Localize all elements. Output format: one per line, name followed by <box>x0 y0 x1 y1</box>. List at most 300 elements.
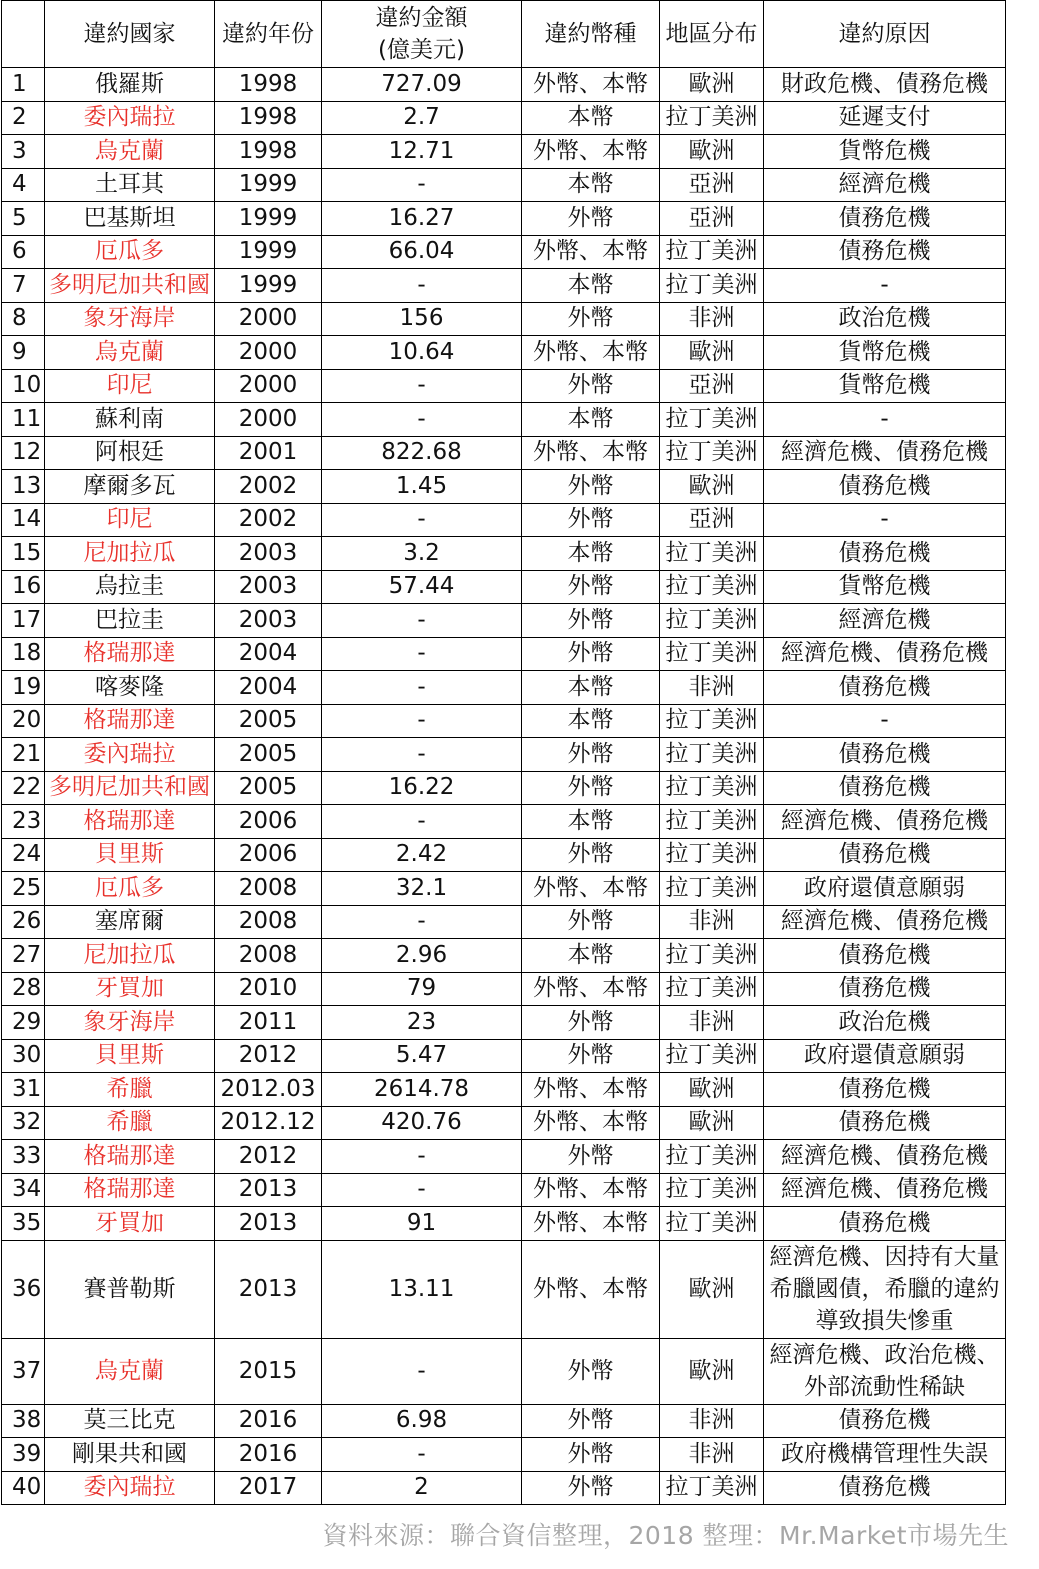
cell-region: 亞洲 <box>660 369 764 403</box>
cell-year: 2003 <box>215 537 322 571</box>
cell-currency: 外幣、本幣 <box>522 135 660 169</box>
cell-country: 喀麥隆 <box>45 671 215 705</box>
cell-region: 歐洲 <box>660 336 764 370</box>
cell-year: 2000 <box>215 302 322 336</box>
cell-no: 29 <box>2 1006 45 1040</box>
cell-region: 拉丁美洲 <box>660 838 764 872</box>
cell-reason: 債務危機 <box>764 972 1006 1006</box>
cell-currency: 外幣 <box>522 1471 660 1505</box>
table-row <box>2 1073 1006 1107</box>
cell-no: 13 <box>2 470 45 504</box>
cell-region: 非洲 <box>660 302 764 336</box>
source-footer: 資料來源：聯合資信整理，2018 整理：Mr.Market市場先生 <box>322 1521 1009 1550</box>
cell-region: 拉丁美洲 <box>660 570 764 604</box>
table-row <box>2 1039 1006 1073</box>
cell-no: 32 <box>2 1106 45 1140</box>
cell-no: 24 <box>2 838 45 872</box>
cell-currency: 外幣 <box>522 637 660 671</box>
cell-amount: 10.64 <box>322 336 522 370</box>
table-row <box>2 537 1006 571</box>
cell-country: 希臘 <box>45 1073 215 1107</box>
cell-amount: - <box>322 503 522 537</box>
cell-year: 2013 <box>215 1240 322 1338</box>
cell-year: 2012 <box>215 1039 322 1073</box>
cell-currency: 外幣 <box>522 369 660 403</box>
cell-country: 格瑞那達 <box>45 1173 215 1207</box>
table-row <box>2 235 1006 269</box>
cell-no: 4 <box>2 168 45 202</box>
header-region: 地區分布 <box>660 1 764 68</box>
cell-year: 1999 <box>215 168 322 202</box>
cell-reason: 貨幣危機 <box>764 369 1006 403</box>
table-header-row <box>2 1 1006 68</box>
table-row <box>2 302 1006 336</box>
table-row <box>2 1471 1006 1505</box>
cell-region: 拉丁美洲 <box>660 738 764 772</box>
cell-reason: 經濟危機、債務危機 <box>764 1173 1006 1207</box>
cell-no: 33 <box>2 1140 45 1174</box>
table-row <box>2 369 1006 403</box>
cell-region: 非洲 <box>660 1404 764 1438</box>
cell-region: 拉丁美洲 <box>660 939 764 973</box>
cell-year: 2002 <box>215 503 322 537</box>
cell-year: 2010 <box>215 972 322 1006</box>
cell-country: 委內瑞拉 <box>45 101 215 135</box>
cell-year: 2005 <box>215 704 322 738</box>
cell-country: 厄瓜多 <box>45 235 215 269</box>
cell-reason: 政府還債意願弱 <box>764 1039 1006 1073</box>
cell-region: 拉丁美洲 <box>660 235 764 269</box>
cell-region: 非洲 <box>660 905 764 939</box>
cell-amount: - <box>322 369 522 403</box>
cell-no: 22 <box>2 771 45 805</box>
cell-country: 剛果共和國 <box>45 1438 215 1472</box>
cell-country: 格瑞那達 <box>45 637 215 671</box>
cell-reason: 經濟危機、債務危機 <box>764 805 1006 839</box>
cell-no: 39 <box>2 1438 45 1472</box>
table-row <box>2 1438 1006 1472</box>
table-row <box>2 135 1006 169</box>
table-row <box>2 972 1006 1006</box>
cell-currency: 本幣 <box>522 537 660 571</box>
cell-amount: 3.2 <box>322 537 522 571</box>
cell-no: 5 <box>2 202 45 236</box>
cell-country: 希臘 <box>45 1106 215 1140</box>
cell-reason: - <box>764 403 1006 437</box>
cell-country: 烏克蘭 <box>45 135 215 169</box>
cell-country: 塞席爾 <box>45 905 215 939</box>
cell-amount: 57.44 <box>322 570 522 604</box>
cell-currency: 外幣、本幣 <box>522 1106 660 1140</box>
cell-amount: 1.45 <box>322 470 522 504</box>
table-row <box>2 470 1006 504</box>
table-row <box>2 838 1006 872</box>
table-row <box>2 570 1006 604</box>
cell-amount: - <box>322 637 522 671</box>
cell-country: 印尼 <box>45 369 215 403</box>
cell-reason: 債務危機 <box>764 1207 1006 1241</box>
cell-region: 拉丁美洲 <box>660 972 764 1006</box>
cell-year: 2000 <box>215 369 322 403</box>
cell-country: 格瑞那達 <box>45 1140 215 1174</box>
cell-region: 歐洲 <box>660 135 764 169</box>
cell-region: 拉丁美洲 <box>660 637 764 671</box>
cell-no: 3 <box>2 135 45 169</box>
table-row <box>2 403 1006 437</box>
cell-amount: 2.7 <box>322 101 522 135</box>
table-row <box>2 68 1006 102</box>
cell-amount: - <box>322 604 522 638</box>
cell-no: 10 <box>2 369 45 403</box>
cell-no: 38 <box>2 1404 45 1438</box>
cell-currency: 外幣 <box>522 503 660 537</box>
cell-country: 格瑞那達 <box>45 805 215 839</box>
cell-amount: - <box>322 805 522 839</box>
cell-currency: 外幣 <box>522 1140 660 1174</box>
cell-amount: 79 <box>322 972 522 1006</box>
header-currency: 違約幣種 <box>522 1 660 68</box>
cell-reason: 政治危機 <box>764 302 1006 336</box>
cell-currency: 外幣 <box>522 202 660 236</box>
cell-region: 歐洲 <box>660 1106 764 1140</box>
table-row <box>2 939 1006 973</box>
cell-currency: 外幣、本幣 <box>522 972 660 1006</box>
table-row <box>2 269 1006 303</box>
cell-year: 2002 <box>215 470 322 504</box>
cell-year: 2003 <box>215 570 322 604</box>
cell-amount: - <box>322 671 522 705</box>
cell-year: 2008 <box>215 905 322 939</box>
cell-no: 17 <box>2 604 45 638</box>
cell-reason: 債務危機 <box>764 537 1006 571</box>
cell-country: 賽普勒斯 <box>45 1240 215 1338</box>
cell-currency: 外幣、本幣 <box>522 1073 660 1107</box>
cell-region: 拉丁美洲 <box>660 704 764 738</box>
cell-currency: 外幣 <box>522 738 660 772</box>
cell-year: 2004 <box>215 637 322 671</box>
cell-no: 8 <box>2 302 45 336</box>
cell-year: 2015 <box>215 1338 322 1404</box>
cell-region: 拉丁美洲 <box>660 403 764 437</box>
cell-year: 1998 <box>215 68 322 102</box>
cell-reason: 債務危機 <box>764 1471 1006 1505</box>
cell-amount: 91 <box>322 1207 522 1241</box>
cell-amount: 16.27 <box>322 202 522 236</box>
table-row <box>2 671 1006 705</box>
header-amount: 違約金額 (億美元) <box>322 1 522 68</box>
cell-region: 歐洲 <box>660 1338 764 1404</box>
cell-region: 拉丁美洲 <box>660 1471 764 1505</box>
cell-year: 1999 <box>215 202 322 236</box>
cell-region: 拉丁美洲 <box>660 1039 764 1073</box>
table-body <box>2 68 1006 1505</box>
cell-year: 2006 <box>215 805 322 839</box>
cell-currency: 本幣 <box>522 939 660 973</box>
cell-currency: 外幣 <box>522 1039 660 1073</box>
cell-currency: 本幣 <box>522 671 660 705</box>
cell-country: 巴基斯坦 <box>45 202 215 236</box>
table-row <box>2 1404 1006 1438</box>
header-country: 違約國家 <box>45 1 215 68</box>
cell-currency: 外幣 <box>522 604 660 638</box>
cell-amount: - <box>322 1173 522 1207</box>
cell-amount: - <box>322 269 522 303</box>
cell-amount: 13.11 <box>322 1240 522 1338</box>
cell-region: 拉丁美洲 <box>660 101 764 135</box>
cell-country: 土耳其 <box>45 168 215 202</box>
cell-country: 摩爾多瓦 <box>45 470 215 504</box>
cell-no: 15 <box>2 537 45 571</box>
table-row <box>2 637 1006 671</box>
cell-reason: 經濟危機 <box>764 168 1006 202</box>
cell-region: 非洲 <box>660 671 764 705</box>
cell-no: 6 <box>2 235 45 269</box>
cell-no: 34 <box>2 1173 45 1207</box>
cell-region: 拉丁美洲 <box>660 805 764 839</box>
cell-amount: 2 <box>322 1471 522 1505</box>
cell-reason: 貨幣危機 <box>764 135 1006 169</box>
cell-country: 牙買加 <box>45 972 215 1006</box>
cell-year: 2016 <box>215 1438 322 1472</box>
cell-year: 2013 <box>215 1207 322 1241</box>
cell-reason: 債務危機 <box>764 1106 1006 1140</box>
cell-reason: 貨幣危機 <box>764 570 1006 604</box>
cell-country: 貝里斯 <box>45 1039 215 1073</box>
cell-reason: 經濟危機、政治危機、外部流動性稀缺 <box>764 1338 1006 1404</box>
cell-currency: 外幣 <box>522 470 660 504</box>
cell-no: 19 <box>2 671 45 705</box>
table-row <box>2 503 1006 537</box>
cell-year: 2003 <box>215 604 322 638</box>
cell-no: 21 <box>2 738 45 772</box>
table-row <box>2 771 1006 805</box>
cell-reason: 貨幣危機 <box>764 336 1006 370</box>
cell-currency: 本幣 <box>522 269 660 303</box>
cell-amount: - <box>322 1438 522 1472</box>
cell-reason: 政府還債意願弱 <box>764 872 1006 906</box>
cell-region: 歐洲 <box>660 1240 764 1338</box>
cell-no: 7 <box>2 269 45 303</box>
cell-amount: 156 <box>322 302 522 336</box>
cell-region: 非洲 <box>660 1438 764 1472</box>
cell-currency: 外幣 <box>522 838 660 872</box>
table-row <box>2 872 1006 906</box>
cell-reason: 政治危機 <box>764 1006 1006 1040</box>
cell-currency: 外幣 <box>522 1438 660 1472</box>
cell-currency: 外幣、本幣 <box>522 1207 660 1241</box>
cell-country: 巴拉圭 <box>45 604 215 638</box>
table-row <box>2 805 1006 839</box>
cell-region: 拉丁美洲 <box>660 1207 764 1241</box>
cell-no: 12 <box>2 436 45 470</box>
cell-country: 烏拉圭 <box>45 570 215 604</box>
cell-reason: 債務危機 <box>764 738 1006 772</box>
cell-currency: 外幣 <box>522 570 660 604</box>
cell-reason: 政府機構管理性失誤 <box>764 1438 1006 1472</box>
cell-currency: 本幣 <box>522 101 660 135</box>
header-no <box>2 1 45 68</box>
table-row <box>2 1207 1006 1241</box>
cell-currency: 本幣 <box>522 168 660 202</box>
cell-currency: 外幣、本幣 <box>522 436 660 470</box>
cell-country: 象牙海岸 <box>45 1006 215 1040</box>
table-row <box>2 1240 1006 1338</box>
cell-reason: 經濟危機、債務危機 <box>764 1140 1006 1174</box>
cell-region: 拉丁美洲 <box>660 269 764 303</box>
cell-country: 多明尼加共和國 <box>45 269 215 303</box>
cell-amount: 2.42 <box>322 838 522 872</box>
cell-year: 2011 <box>215 1006 322 1040</box>
cell-currency: 外幣、本幣 <box>522 1173 660 1207</box>
cell-reason: 債務危機 <box>764 771 1006 805</box>
cell-amount: 420.76 <box>322 1106 522 1140</box>
cell-no: 23 <box>2 805 45 839</box>
cell-year: 2012.03 <box>215 1073 322 1107</box>
cell-year: 2008 <box>215 939 322 973</box>
cell-country: 阿根廷 <box>45 436 215 470</box>
cell-amount: 12.71 <box>322 135 522 169</box>
cell-no: 27 <box>2 939 45 973</box>
cell-year: 2004 <box>215 671 322 705</box>
cell-no: 16 <box>2 570 45 604</box>
cell-region: 拉丁美洲 <box>660 1173 764 1207</box>
cell-region: 亞洲 <box>660 202 764 236</box>
cell-amount: - <box>322 738 522 772</box>
table-row <box>2 1338 1006 1404</box>
cell-no: 25 <box>2 872 45 906</box>
table-row <box>2 905 1006 939</box>
cell-country: 委內瑞拉 <box>45 1471 215 1505</box>
cell-currency: 外幣 <box>522 1338 660 1404</box>
cell-amount: 6.98 <box>322 1404 522 1438</box>
cell-reason: 債務危機 <box>764 1073 1006 1107</box>
cell-amount: 727.09 <box>322 68 522 102</box>
cell-reason: - <box>764 503 1006 537</box>
cell-reason: 經濟危機、債務危機 <box>764 436 1006 470</box>
cell-year: 2005 <box>215 738 322 772</box>
cell-country: 象牙海岸 <box>45 302 215 336</box>
cell-no: 18 <box>2 637 45 671</box>
cell-country: 印尼 <box>45 503 215 537</box>
table-row <box>2 1173 1006 1207</box>
cell-amount: - <box>322 403 522 437</box>
cell-currency: 外幣、本幣 <box>522 1240 660 1338</box>
cell-no: 26 <box>2 905 45 939</box>
cell-amount: - <box>322 704 522 738</box>
cell-region: 拉丁美洲 <box>660 604 764 638</box>
cell-year: 2000 <box>215 336 322 370</box>
cell-currency: 外幣、本幣 <box>522 336 660 370</box>
cell-region: 拉丁美洲 <box>660 436 764 470</box>
cell-country: 厄瓜多 <box>45 872 215 906</box>
cell-reason: - <box>764 704 1006 738</box>
cell-reason: 債務危機 <box>764 202 1006 236</box>
cell-no: 40 <box>2 1471 45 1505</box>
cell-year: 1998 <box>215 101 322 135</box>
cell-reason: - <box>764 269 1006 303</box>
header-reason: 違約原因 <box>764 1 1006 68</box>
table-row <box>2 1140 1006 1174</box>
cell-currency: 外幣 <box>522 1006 660 1040</box>
cell-amount: - <box>322 905 522 939</box>
cell-reason: 經濟危機 <box>764 604 1006 638</box>
cell-country: 多明尼加共和國 <box>45 771 215 805</box>
cell-country: 貝里斯 <box>45 838 215 872</box>
cell-year: 2001 <box>215 436 322 470</box>
cell-no: 20 <box>2 704 45 738</box>
cell-region: 歐洲 <box>660 470 764 504</box>
cell-reason: 債務危機 <box>764 1404 1006 1438</box>
cell-reason: 財政危機、債務危機 <box>764 68 1006 102</box>
cell-reason: 經濟危機、債務危機 <box>764 905 1006 939</box>
cell-reason: 債務危機 <box>764 838 1006 872</box>
cell-no: 35 <box>2 1207 45 1241</box>
cell-country: 尼加拉瓜 <box>45 939 215 973</box>
cell-region: 亞洲 <box>660 168 764 202</box>
table-row <box>2 704 1006 738</box>
cell-currency: 外幣 <box>522 771 660 805</box>
cell-currency: 外幣 <box>522 302 660 336</box>
cell-country: 俄羅斯 <box>45 68 215 102</box>
cell-amount: 23 <box>322 1006 522 1040</box>
cell-no: 37 <box>2 1338 45 1404</box>
cell-no: 14 <box>2 503 45 537</box>
cell-year: 2008 <box>215 872 322 906</box>
cell-currency: 外幣、本幣 <box>522 68 660 102</box>
cell-year: 2013 <box>215 1173 322 1207</box>
cell-region: 歐洲 <box>660 1073 764 1107</box>
cell-country: 蘇利南 <box>45 403 215 437</box>
cell-currency: 外幣 <box>522 905 660 939</box>
cell-amount: 66.04 <box>322 235 522 269</box>
cell-no: 9 <box>2 336 45 370</box>
cell-year: 2016 <box>215 1404 322 1438</box>
cell-amount: 5.47 <box>322 1039 522 1073</box>
cell-year: 2005 <box>215 771 322 805</box>
cell-amount: 16.22 <box>322 771 522 805</box>
cell-reason: 債務危機 <box>764 671 1006 705</box>
cell-no: 30 <box>2 1039 45 1073</box>
cell-no: 36 <box>2 1240 45 1338</box>
cell-amount: 32.1 <box>322 872 522 906</box>
cell-year: 1999 <box>215 235 322 269</box>
cell-amount: - <box>322 168 522 202</box>
table-row <box>2 1106 1006 1140</box>
cell-reason: 債務危機 <box>764 939 1006 973</box>
cell-reason: 經濟危機、因持有大量希臘國債，希臘的違約導致損失慘重 <box>764 1240 1006 1338</box>
table-row <box>2 738 1006 772</box>
cell-currency: 本幣 <box>522 403 660 437</box>
cell-year: 2000 <box>215 403 322 437</box>
cell-region: 拉丁美洲 <box>660 771 764 805</box>
cell-amount: - <box>322 1140 522 1174</box>
cell-year: 2017 <box>215 1471 322 1505</box>
cell-country: 牙買加 <box>45 1207 215 1241</box>
table-row <box>2 436 1006 470</box>
cell-region: 非洲 <box>660 1006 764 1040</box>
cell-region: 拉丁美洲 <box>660 1140 764 1174</box>
cell-amount: 2.96 <box>322 939 522 973</box>
cell-country: 格瑞那達 <box>45 704 215 738</box>
cell-year: 2012 <box>215 1140 322 1174</box>
cell-year: 2006 <box>215 838 322 872</box>
cell-currency: 外幣 <box>522 1404 660 1438</box>
cell-no: 31 <box>2 1073 45 1107</box>
cell-country: 莫三比克 <box>45 1404 215 1438</box>
cell-year: 1999 <box>215 269 322 303</box>
table-row <box>2 604 1006 638</box>
cell-amount: 822.68 <box>322 436 522 470</box>
